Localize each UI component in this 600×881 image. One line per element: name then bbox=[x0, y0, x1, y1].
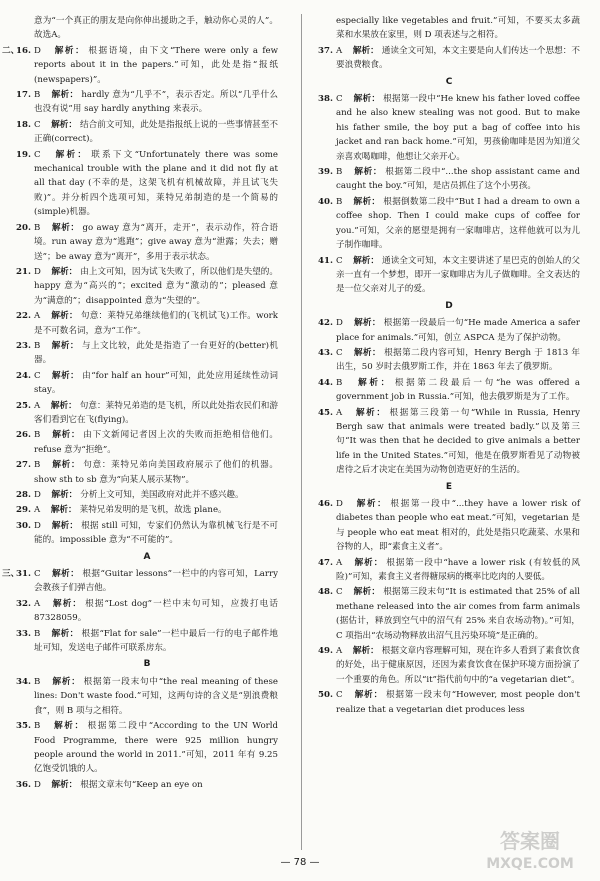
analysis-text: 根据文章末句“Keep an eye on bbox=[80, 779, 203, 790]
analysis-text: 莱特兄弟发明的是飞机，故选 plane。 bbox=[79, 505, 227, 516]
question-number: 23. bbox=[16, 340, 31, 351]
watermark-cn: 答案圈 bbox=[500, 829, 560, 853]
answer-item bbox=[318, 406, 580, 478]
answer-item bbox=[16, 148, 278, 220]
answer-item bbox=[16, 627, 278, 656]
answer-item bbox=[318, 254, 580, 297]
analysis-label: 解析： bbox=[344, 45, 379, 56]
answer-letter: B bbox=[34, 721, 41, 732]
analysis-label: 解析： bbox=[42, 311, 78, 322]
right-column bbox=[318, 14, 580, 850]
answer-letter: B bbox=[34, 222, 41, 233]
answer-item bbox=[16, 309, 278, 338]
answer-item bbox=[318, 688, 580, 717]
answer-item bbox=[16, 265, 278, 308]
analysis-label: 解析： bbox=[42, 721, 85, 732]
section-label: 二、 bbox=[2, 45, 20, 56]
answer-letter: C bbox=[336, 690, 343, 701]
question-number: 41. bbox=[318, 255, 333, 266]
question-number: 25. bbox=[16, 400, 31, 411]
analysis-text: 根据“Flat for sale”一栏中最后一行的电子邮件地址可知，发送电子邮件可联系房东。 bbox=[34, 628, 278, 654]
passage-letter: D bbox=[445, 300, 453, 311]
answer-letter: A bbox=[336, 45, 343, 56]
analysis-text: 根据第二段中“...the shop assistant came and caught the boy.”可知，是店员抓住了这个小男孩。 bbox=[336, 167, 580, 192]
analysis-label: 解析： bbox=[344, 94, 381, 105]
question-number: 32. bbox=[16, 598, 31, 609]
analysis-text: 由“for half an hour”可知，此处应用延续性动词 stay。 bbox=[34, 370, 278, 396]
question-number: 42. bbox=[318, 318, 333, 329]
analysis-text: 根据语境，由下文“There were only a few reports about it in the papers.”可知，此处是指“报纸(newspapers)”。 bbox=[34, 45, 278, 85]
answer-list bbox=[16, 567, 278, 655]
question-number: 38. bbox=[318, 94, 333, 105]
question-number: 22. bbox=[16, 311, 31, 322]
answer-letter: B bbox=[336, 196, 343, 207]
analysis-text: 分析上文可知，美国政府对此并不感兴趣。 bbox=[80, 490, 244, 500]
analysis-text: 由上文可知，因为试飞失败了，所以他们是失望的。happy 意为“高兴的”；excited 意为“激动的”；pleased 意为“满意的”；disappointed 意为“失望的”。 bbox=[34, 266, 278, 306]
passage-letter: A bbox=[143, 551, 151, 562]
section-three bbox=[2, 567, 278, 655]
analysis-text: 根据第一段中“He knew his father loved coffee and he also knew stealing was not good. But to make his father smile, the boy put a bag of coffee into his jacket and ran back home.”可知，男孩偷咖啡是因为知道父亲喜欢喝咖啡，他想让父亲开心。 bbox=[336, 94, 580, 162]
analysis-label: 解析： bbox=[42, 460, 81, 471]
analysis-text: 根据第一段末句“However, most people don't realize that a vegetarian diet produces less bbox=[336, 690, 580, 715]
answer-item bbox=[16, 778, 278, 792]
answer-item bbox=[318, 376, 580, 405]
analysis-text: 根据第三段末句“It is estimated that 25% of all methane released into the air comes from farm animals (据估计，释放到空气中的沼气有 25% 来自农场动物)。”可知，C 项指出“农场动物释放出沼气且污染环境”是正确的。 bbox=[336, 587, 580, 641]
analysis-text: 根据第二段中“According to the UN World Food Programme, there were 925 million hungry people around the world in 2011.”可知，2011 年有 9.25 亿饱受饥饿的人。 bbox=[34, 721, 278, 775]
passage-letter: C bbox=[445, 76, 453, 87]
answer-list bbox=[16, 675, 278, 792]
analysis-label: 解析： bbox=[344, 347, 382, 358]
question-number: 27. bbox=[16, 460, 31, 471]
answer-item bbox=[16, 118, 278, 147]
analysis-label: 解析： bbox=[344, 557, 384, 568]
answer-item bbox=[16, 88, 278, 117]
analysis-text: 与上文比较，此处是指造了一台更好的(better)机器。 bbox=[34, 340, 278, 366]
answer-item bbox=[16, 339, 278, 368]
analysis-label: 解析： bbox=[42, 370, 80, 381]
analysis-text: 通读全文可知，本文主要是向人们传达一个思想：不要浪费粮食。 bbox=[336, 45, 580, 71]
analysis-label: 解析： bbox=[42, 779, 78, 790]
analysis-label: 解析： bbox=[42, 490, 78, 500]
answer-list bbox=[16, 44, 278, 548]
section-label: 三、 bbox=[2, 569, 20, 580]
answer-letter: B bbox=[34, 460, 41, 471]
analysis-label: 解析： bbox=[344, 318, 381, 329]
analysis-label: 解析： bbox=[42, 505, 77, 516]
analysis-text: hardly 意为“几乎不”，表示否定。所以“几乎什么也没有说”用 say hardly anything 来表示。 bbox=[34, 90, 278, 115]
analysis-text: 通读全文可知，本文主要讲述了星巴克的创始人的父亲一直有一个梦想，即开一家咖啡店为儿子做咖啡。全文表达的是一位父亲对儿子的爱。 bbox=[336, 255, 580, 295]
answer-letter: D bbox=[34, 779, 41, 790]
column-divider bbox=[301, 14, 302, 850]
answer-letter: C bbox=[34, 119, 41, 130]
analysis-label: 解析： bbox=[344, 255, 380, 266]
question-number: 34. bbox=[16, 676, 31, 687]
answer-letter: D bbox=[336, 499, 343, 509]
answer-letter: C bbox=[34, 569, 41, 580]
page-number: — 78 — bbox=[280, 857, 320, 868]
analysis-text: 句意：莱特兄弟继续他们的(飞机试飞)工作。work 是不可数名词，意为“工作”。 bbox=[34, 311, 278, 336]
answer-item bbox=[318, 346, 580, 375]
question-number: 43. bbox=[318, 347, 333, 358]
answer-item bbox=[16, 503, 278, 517]
answer-letter: C bbox=[336, 347, 343, 358]
analysis-label: 解析： bbox=[42, 266, 78, 277]
answer-item bbox=[16, 458, 278, 487]
watermark-logo bbox=[470, 826, 590, 876]
question-number: 35. bbox=[16, 721, 31, 732]
answer-letter: B bbox=[34, 90, 41, 101]
analysis-text: 根据第三段第一句“While in Russia, Henry Bergh saw that animals were treated badly.”以及第三句“It was then that he decided to give animals a better life in the United States.”可知，他是在俄罗斯看见了动物被虐待之后才决定在美国为动物创造更好的生活的。 bbox=[336, 407, 580, 476]
answer-item bbox=[16, 567, 278, 596]
answer-item bbox=[16, 519, 278, 548]
question-number: 47. bbox=[318, 557, 333, 568]
analysis-text: 根据“Guitar lessons”一栏中的内容可知，Larry 会教孩子们弹吉他。 bbox=[34, 569, 278, 594]
analysis-label: 解析： bbox=[344, 407, 387, 418]
answer-item bbox=[16, 369, 278, 398]
analysis-text: 根据第二段内容可知，Henry Bergh 于 1813 年出生，50 岁时去俄罗斯工作，并在 1863 年去了俄罗斯。 bbox=[336, 347, 580, 373]
answer-letter: B bbox=[336, 167, 343, 178]
analysis-text: 根据第一段最后一句“He made America a safer place for animals.”可知，创立 ASPCA 是为了保护动物。 bbox=[336, 318, 580, 343]
analysis-text: 根据 still 可知，专家们仍然认为靠机械飞行是不可能的。impossible 意为“不可能的”。 bbox=[34, 520, 278, 546]
section-two bbox=[2, 44, 278, 548]
question-number: 29. bbox=[16, 505, 31, 516]
question-number: 16. bbox=[16, 45, 31, 56]
answer-list bbox=[318, 497, 580, 717]
analysis-text: 根据第二段最后一句“he was offered a government job in Russia.”可知，他去俄罗斯是为了工作。 bbox=[336, 377, 580, 403]
question-number: 49. bbox=[318, 646, 333, 657]
question-number: 24. bbox=[16, 370, 31, 381]
question-number: 36. bbox=[16, 779, 31, 790]
answer-letter: D bbox=[34, 520, 41, 531]
analysis-text: 根据第一段末句中“the real meaning of these lines: Don't waste food.”可知，这两句诗的含义是“别浪费粮食”，则 B 项与之相符。 bbox=[34, 676, 278, 716]
question-number: 21. bbox=[16, 266, 31, 277]
answer-item bbox=[16, 719, 278, 777]
analysis-text: 句意：莱特兄弟造的是飞机，所以此处指农民们和游客们看到它在飞(flying)。 bbox=[34, 400, 278, 425]
answer-letter: A bbox=[336, 557, 343, 568]
analysis-label: 解析： bbox=[42, 149, 89, 160]
question-number: 18. bbox=[16, 119, 31, 130]
question-number: 17. bbox=[16, 90, 31, 101]
passage-letter: B bbox=[143, 659, 151, 670]
answer-letter: C bbox=[336, 255, 343, 266]
analysis-label: 解析： bbox=[344, 499, 388, 509]
question-number: 48. bbox=[318, 587, 333, 598]
analysis-label: 解析： bbox=[42, 676, 81, 687]
question-number: 20. bbox=[16, 222, 31, 233]
answer-item bbox=[318, 165, 580, 194]
answer-item bbox=[16, 221, 278, 264]
analysis-label: 解析： bbox=[344, 196, 381, 207]
answer-letter: B bbox=[34, 628, 41, 639]
analysis-label: 解析： bbox=[42, 569, 80, 580]
analysis-label: 解析： bbox=[344, 646, 379, 657]
question-number: 19. bbox=[16, 149, 31, 160]
analysis-label: 解析： bbox=[42, 222, 80, 233]
analysis-text: 根据第一段中“...they have a lower risk of diabetes than people who eat meat.”可知，vegetarian 是与 people who eat meat 相对的，此处是指只吃蔬菜、水果和谷物的人，即“素食主义者”。 bbox=[336, 499, 580, 553]
answer-item bbox=[318, 195, 580, 253]
analysis-text: 根据倒数第二段中“But I had a dream to own a coffee shop. Then I could make cups of coffee for you.”可知，父亲的愿望是拥有一家咖啡店，这样他就可以为儿子制作咖啡。 bbox=[336, 196, 580, 251]
answer-letter: B bbox=[34, 430, 41, 441]
analysis-text: 根据第一段中“have a lower risk (有较低的风险)”可知，素食主义者得糖尿病的概率比吃肉的人要低。 bbox=[336, 557, 580, 583]
answer-letter: B bbox=[34, 340, 41, 351]
analysis-text: 根据“Lost dog”一栏中末句可知，应拨打电话 87328059。 bbox=[34, 598, 278, 624]
answer-letter: A bbox=[34, 505, 41, 516]
question-number: 26. bbox=[16, 430, 31, 441]
answer-letter: A bbox=[34, 598, 41, 609]
answer-list bbox=[318, 92, 580, 297]
answer-letter: A bbox=[34, 311, 41, 322]
answer-letter: A bbox=[336, 646, 343, 657]
analysis-label: 解析： bbox=[42, 340, 79, 351]
analysis-text: go away 意为“离开，走开”，表示动作，符合语境。run away 意为“逃跑”；give away 意为“泄露；失去；赠送”；be away 意为“离开”，多用于表示状态。 bbox=[34, 222, 278, 262]
answer-item bbox=[16, 428, 278, 457]
answer-item bbox=[318, 556, 580, 585]
left-column bbox=[2, 14, 278, 850]
answer-list bbox=[318, 44, 580, 73]
answer-letter: C bbox=[34, 149, 41, 160]
answer-item bbox=[318, 585, 580, 643]
answer-letter: C bbox=[336, 94, 343, 105]
question-number: 46. bbox=[318, 499, 333, 509]
answer-letter: B bbox=[336, 377, 343, 388]
answer-letter: D bbox=[34, 490, 41, 500]
analysis-label: 解析： bbox=[42, 598, 83, 609]
question-number: 28. bbox=[16, 490, 31, 500]
analysis-text: 结合前文可知，此处是指报纸上说的一些事情甚至不正确(correct)。 bbox=[34, 119, 278, 145]
analysis-text: 联系下文“Unfortunately there was some mechanical trouble with the plane and it did not fly at all that day (不幸的是，这架飞机有机械故障，并且试飞失败)”。并分析四个选项可知，莱特兄弟制造的是一个简易的(simple)机器。 bbox=[34, 149, 278, 218]
answer-letter: A bbox=[336, 407, 343, 418]
answer-item bbox=[318, 497, 580, 555]
answer-item bbox=[16, 675, 278, 718]
analysis-label: 解析： bbox=[344, 690, 383, 701]
analysis-text: 根据文章内容理解可知，现在许多人看到了素食饮食的好处，出于健康原因，还因为素食饮食在保护环境方面扮演了一个重要的角色。所以“it”指代前句中的“a vegetarian diet”。 bbox=[336, 646, 580, 685]
answer-letter: D bbox=[336, 318, 343, 329]
analysis-label: 解析： bbox=[42, 430, 81, 441]
question-number: 45. bbox=[318, 407, 333, 418]
question-number: 33. bbox=[16, 628, 31, 639]
answer-letter: B bbox=[34, 676, 41, 687]
analysis-text: 句意：莱特兄弟向美国政府展示了他们的机器。show sth to sb 意为“向某人展示某物”。 bbox=[34, 460, 278, 485]
continued-text: 意为“一个真正的朋友是向你伸出援助之手，触动你心灵的人”。故选A。 bbox=[34, 16, 278, 41]
analysis-label: 解析： bbox=[42, 45, 86, 56]
analysis-text: 由下文新闻记者因上次的失败而拒绝相信他们。refuse 意为“拒绝”。 bbox=[34, 430, 278, 455]
answer-list bbox=[318, 316, 580, 477]
answer-letter: C bbox=[336, 587, 343, 598]
analysis-label: 解析： bbox=[344, 587, 381, 598]
analysis-label: 解析： bbox=[42, 628, 79, 639]
answer-item bbox=[16, 488, 278, 502]
question-number: 30. bbox=[16, 520, 31, 531]
analysis-label: 解析： bbox=[42, 90, 79, 101]
analysis-label: 解析： bbox=[42, 400, 77, 411]
answer-letter: C bbox=[34, 370, 41, 381]
answer-item bbox=[318, 316, 580, 345]
watermark-en: MXQE.COM bbox=[486, 856, 574, 872]
answer-item bbox=[16, 44, 278, 87]
analysis-label: 解析： bbox=[42, 119, 78, 130]
answer-item bbox=[318, 644, 580, 687]
question-number: 31. bbox=[16, 569, 31, 580]
answer-item bbox=[16, 399, 278, 428]
question-number: 40. bbox=[318, 196, 333, 207]
continued-text: especially like vegetables and fruit.”可知，不要买太多蔬菜和水果放在家里，则 D 项表述与之相符。 bbox=[336, 16, 580, 41]
answer-letter: D bbox=[34, 266, 41, 277]
answer-letter: D bbox=[34, 45, 41, 56]
question-number: 37. bbox=[318, 45, 333, 56]
passage-letter: E bbox=[445, 481, 453, 492]
answer-item bbox=[318, 44, 580, 73]
answer-letter: A bbox=[34, 400, 41, 411]
question-number: 39. bbox=[318, 167, 333, 178]
question-number: 50. bbox=[318, 690, 333, 701]
analysis-label: 解析： bbox=[344, 167, 383, 178]
question-number: 44. bbox=[318, 377, 333, 388]
answer-item bbox=[16, 597, 278, 626]
analysis-label: 解析： bbox=[344, 377, 392, 388]
answer-item bbox=[318, 92, 580, 164]
analysis-label: 解析： bbox=[42, 520, 79, 531]
